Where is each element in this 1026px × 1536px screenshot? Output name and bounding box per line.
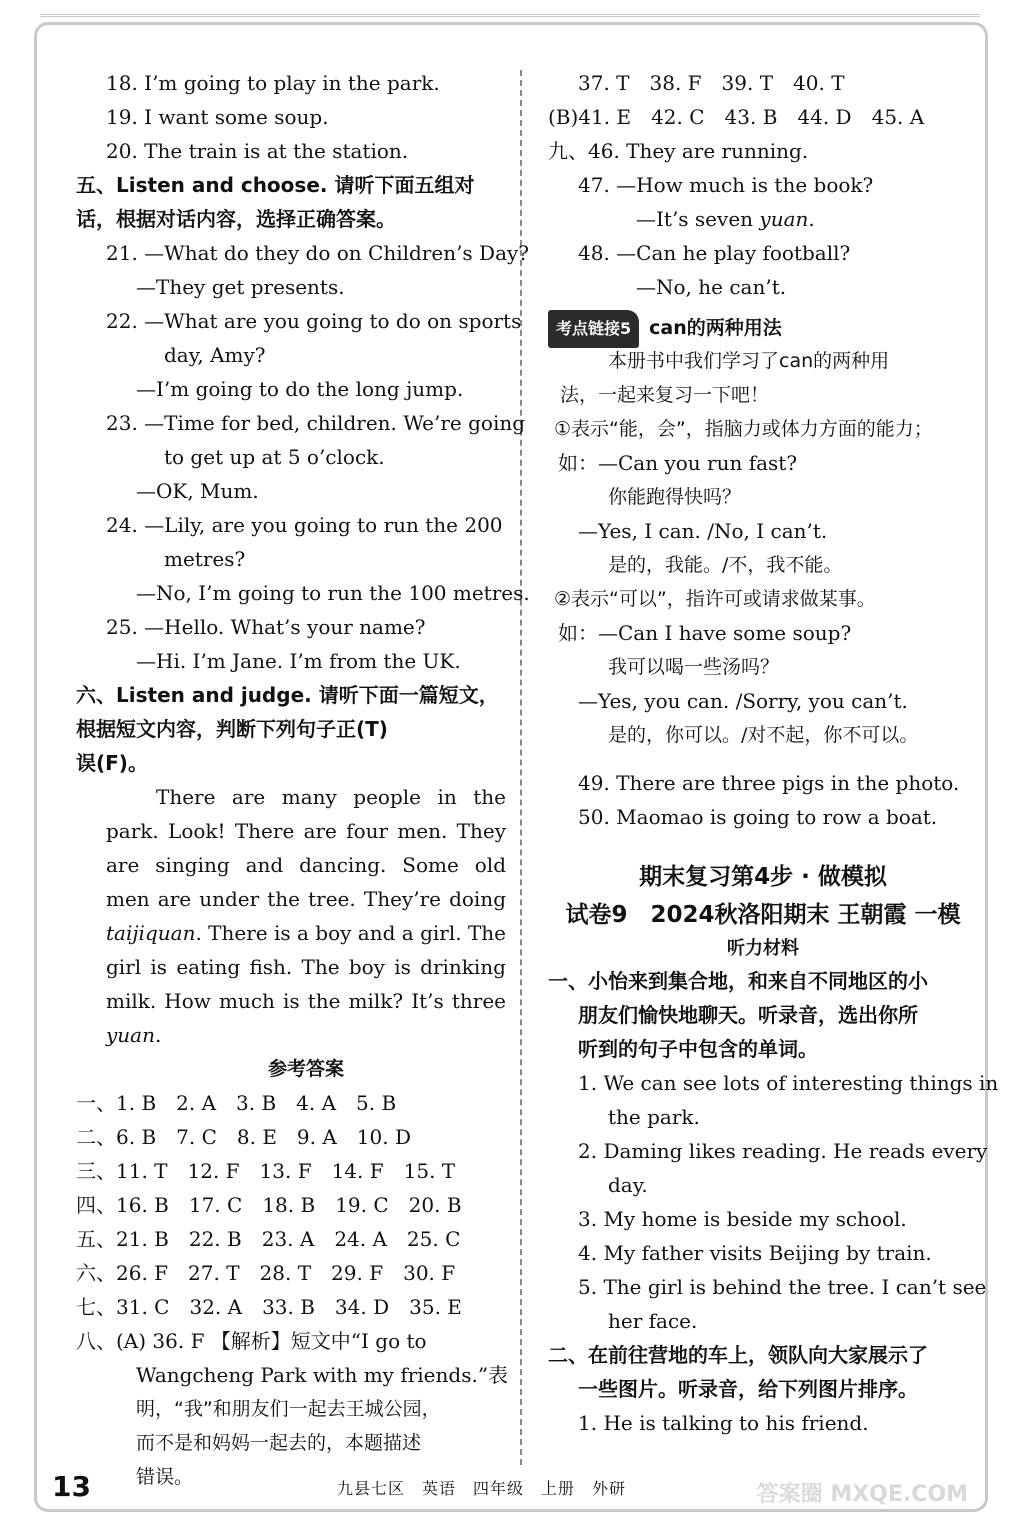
answer-row: 一、1. B 2. A 3. B 4. A 5. B [76,1091,397,1115]
can-usage-line: —Yes, you can. /Sorry, you can’t. [578,689,908,713]
answer-explanation: Wangcheng Park with my friends.”表 [136,1363,509,1387]
test-paper-title: 试卷9 2024秋洛阳期末 王朝霞 一模 [565,902,961,928]
answer-row: 六、26. F 27. T 28. T 29. F 30. F [76,1261,456,1285]
right-column [548,66,999,1440]
answers-title: 参考答案 [267,1058,344,1080]
answer-row-47: 47. —How much is the book? [578,173,874,197]
part-1-title-cont: 听到的句子中包含的单词。 [578,1037,818,1061]
dialog-line: 23. —Time for bed, children. We’re going [106,411,526,435]
dialog-line: —No, I’m going to run the 100 metres. [136,581,530,605]
answer-row-47-reply: —It’s seven yuan. [636,207,815,231]
part-1-item: 3. My home is beside my school. [578,1207,907,1231]
answer-row: 37. T 38. F 39. T 40. T [578,71,845,95]
listening-line-19: 19. I want some soup. [106,105,329,129]
answer-row-46: 九、46. They are running. [548,139,809,163]
part-2-item: 1. He is talking to his friend. [578,1411,869,1435]
part-1-item: the park. [608,1105,700,1129]
part-1-item: her face. [608,1309,698,1333]
dialog-line: 21. —What do they do on Children’s Day? [106,241,530,265]
knowledge-link-header [548,310,978,344]
answer-row: 三、11. T 12. F 13. F 14. F 15. T [76,1159,456,1183]
can-usage-line: 是的，你可以。/对不起，你不可以。 [608,724,919,746]
can-usage-line: 你能跑得快吗？ [608,486,742,508]
can-usage-line: 我可以喝一些汤吗？ [608,656,780,678]
can-usage-line: 如：—Can I have some soup? [558,621,852,645]
page-footer [52,1470,972,1510]
book-info: 九县七区 英语 四年级 上册 外研 [337,1479,627,1498]
listening-line-20: 20. The train is at the station. [106,139,409,163]
answer-row-49: 49. There are three pigs in the photo. [578,771,960,795]
can-usage-line: 本册书中我们学习了can的两种用 [608,350,890,372]
can-usage-line: 法，一起来复习一下吧！ [560,384,770,406]
answer-row: 四、16. B 17. C 18. B 19. C 20. B [76,1193,462,1217]
part-1-item: 5. The girl is behind the tree. I can’t see [578,1275,987,1299]
part-2-title: 二、在前往营地的车上，领队向大家展示了 [548,1343,928,1367]
answer-explanation: 八、(A) 36. F 【解析】短文中“I go to [76,1329,427,1353]
answer-row: 五、21. B 22. B 23. A 24. A 25. C [76,1227,461,1251]
answer-row: 七、31. C 32. A 33. B 34. D 35. E [76,1295,462,1319]
page-number: 13 [52,1470,91,1503]
part-2-title-cont: 一些图片。听录音，给下列图片排序。 [578,1377,918,1401]
knowledge-link-title: can的两种用法 [649,317,782,339]
answer-explanation: 明，“我”和朋友们一起去王城公园， [136,1398,441,1420]
dialog-line: to get up at 5 o’clock. [164,445,385,469]
dialog-line: —I’m going to do the long jump. [136,377,464,401]
dialog-line: 24. —Lily, are you going to run the 200 [106,513,503,537]
can-usage-line: 是的，我能。/不，我不能。 [608,554,843,576]
answer-row-48: 48. —Can he play football? [578,241,851,265]
answer-explanation: 错误。 [136,1466,194,1488]
watermark: 答案圈 MXQE.COM [756,1482,968,1507]
part-1-item: day. [608,1173,648,1197]
answer-row: 二、6. B 7. C 8. E 9. A 10. D [76,1125,411,1149]
section-heading: 期末复习第4步 · 做模拟 [639,864,887,890]
dialog-line: day, Amy? [164,343,266,367]
listening-line-18: 18. I’m going to play in the park. [106,71,440,95]
dialog-line: 25. —Hello. What’s your name? [106,615,426,639]
can-usage-line: 如：—Can you run fast? [558,451,798,475]
can-usage-line: ①表示“能，会”，指脑力或体力方面的能力； [554,418,933,440]
listening-passage: There are many people in the park. Look! There are four men. They are singing and dancing. Some old men are under the tree. They’re doing taijiquan. There is a boy and a girl. The girl is eating fish. The boy is drinking milk. How much is the milk? It’s three yuan. [106,785,506,1047]
section-6-title-cont: 误(F)。 [76,751,148,775]
answer-explanation: 而不是和妈妈一起去的，本题描述 [136,1432,422,1454]
column-divider [520,70,522,1465]
part-1-title-cont: 朋友们愉快地聊天。听录音，选出你所 [578,1003,918,1027]
knowledge-link-tag: 考点链接5 [548,310,639,348]
can-usage-line: ②表示“可以”，指许可或请求做某事。 [554,588,876,610]
part-1-title: 一、小怡来到集合地，和来自不同地区的小 [548,969,928,993]
answer-row: (B)41. E 42. C 43. B 44. D 45. A [548,105,925,129]
can-usage-line: —Yes, I can. /No, I can’t. [578,519,828,543]
part-1-item: 1. We can see lots of interesting things in [578,1071,999,1095]
section-6-title-cont: 根据短文内容，判断下列句子正(T) [76,717,388,741]
dialog-line: —Hi. I’m Jane. I’m from the UK. [136,649,461,673]
section-6-title: 六、Listen and judge. 请听下面一篇短文， [76,683,499,707]
section-5-title: 五、Listen and choose. 请听下面五组对 [76,173,475,197]
answer-row-48-reply: —No, he can’t. [636,275,787,299]
listening-material-title: 听力材料 [727,938,799,959]
dialog-line: —OK, Mum. [136,479,259,503]
part-1-item: 2. Daming likes reading. He reads every [578,1139,988,1163]
part-1-item: 4. My father visits Beijing by train. [578,1241,932,1265]
section-5-title-cont: 话，根据对话内容，选择正确答案。 [76,207,396,231]
dialog-line: —They get presents. [136,275,345,299]
answer-row-50: 50. Maomao is going to row a boat. [578,805,938,829]
dialog-line: 22. —What are you going to do on sports [106,309,522,333]
dialog-line: metres? [164,547,246,571]
